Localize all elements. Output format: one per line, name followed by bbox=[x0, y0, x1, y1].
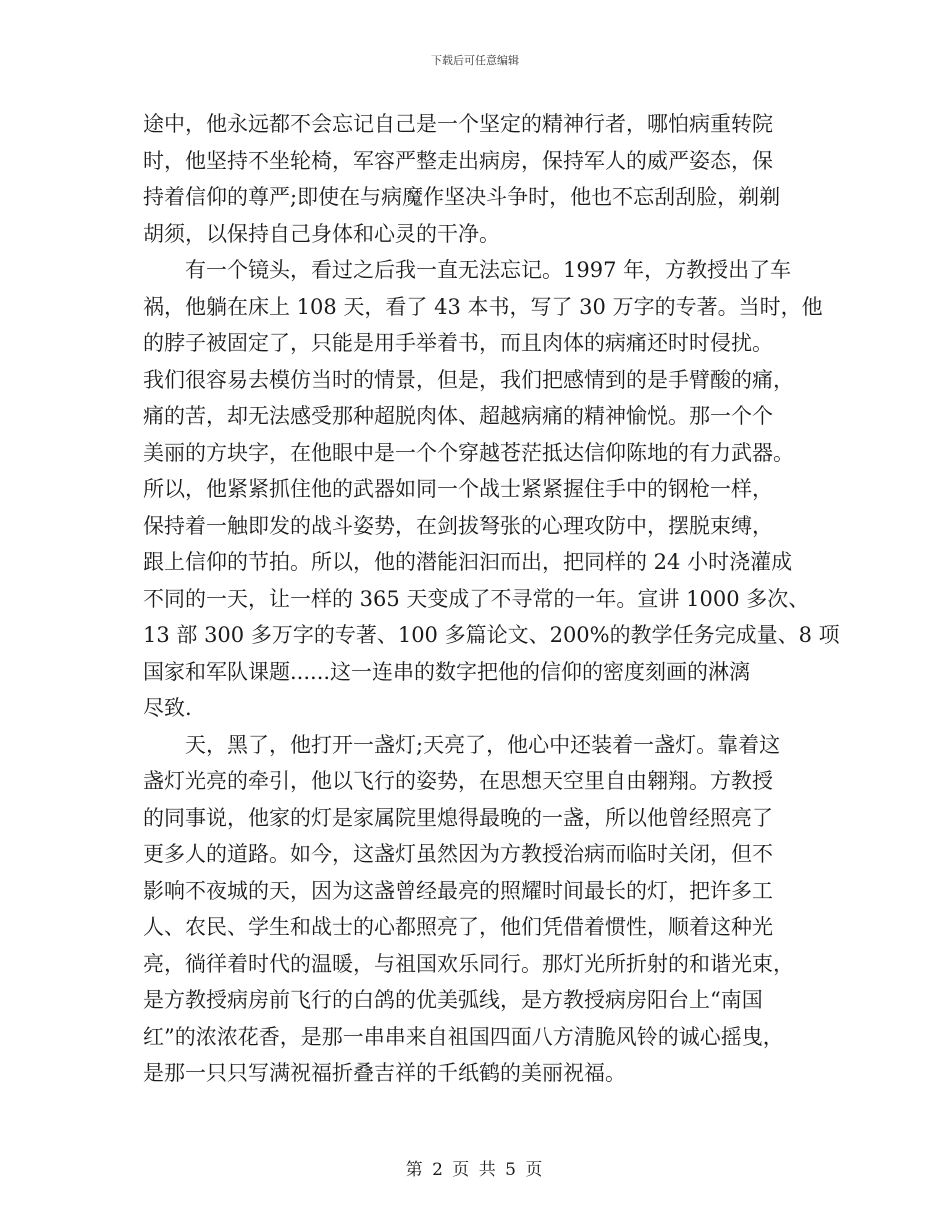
text-line: 胡须，以保持自己身体和心灵的干净。 bbox=[143, 221, 500, 246]
text-line: 祸，他躺在床上 108 天，看了 43 本书，写了 30 万字的专著。当时，他 bbox=[143, 294, 823, 319]
paragraph-2 bbox=[143, 252, 840, 727]
text-line: 更多人的道路。如今，这盏灯虽然因为方教授治病而临时关闭，但不 bbox=[143, 842, 773, 866]
text-line: 保持着一触即发的战斗姿势，在剑拔弩张的心理攻防中，摆脱束缚， bbox=[143, 513, 773, 538]
text-line: 是那一只只写满祝福折叠吉祥的千纸鹤的美丽祝福。 bbox=[143, 1061, 626, 1085]
text-line: 尽致. bbox=[143, 696, 192, 720]
text-line: 所以，他紧紧抓住他的武器如同一个战士紧紧握住手中的钢枪一样， bbox=[143, 477, 773, 501]
page-footer: 第 2 页 共 5 页 bbox=[405, 1160, 545, 1180]
page-header: 下载后可任意编辑 bbox=[431, 54, 519, 67]
text-line: 天，黑了，他打开一盏灯;天亮了，他心中还装着一盏灯。靠着这 bbox=[185, 732, 781, 757]
paragraph-1 bbox=[143, 106, 811, 252]
text-line: 美丽的方块字，在他眼中是一个个穿越苍茫抵达信仰陈地的有力武器。 bbox=[143, 440, 794, 465]
text-line: 是方教授病房前飞行的白鸽的优美弧线，是方教授病房阳台上“南国 bbox=[143, 988, 763, 1012]
text-line: 痛的苦，却无法感受那种超脱肉体、超越病痛的精神愉悦。那一个个 bbox=[143, 404, 773, 428]
text-line: 持着信仰的尊严;即使在与病魔作坚决斗争时，他也不忘刮刮脸，剃剃 bbox=[143, 185, 781, 209]
text-line: 影响不夜城的天，因为这盏曾经最亮的照耀时间最长的灯，把许多工 bbox=[143, 878, 773, 903]
text-line: 的脖子被固定了，只能是用手举着书，而且肉体的病痛还时时侵扰。 bbox=[143, 331, 773, 355]
text-line: 有一个镜头，看过之后我一直无法忘记。1997 年，方教授出了车 bbox=[185, 258, 792, 282]
document-body bbox=[143, 106, 840, 1092]
text-line: 国家和军队课题......这一连串的数字把他的信仰的密度刻画的淋漓 bbox=[143, 659, 751, 684]
text-line: 时，他坚持不坐轮椅，军容严整走出病房，保持军人的威严姿态，保 bbox=[143, 148, 773, 173]
text-line: 途中，他永远都不会忘记自己是一个坚定的精神行者，哪怕病重转院 bbox=[143, 112, 773, 136]
text-line: 跟上信仰的节拍。所以，他的潜能汩汩而出，把同样的 24 小时浇灌成 bbox=[143, 550, 793, 574]
text-line: 亮，徜徉着时代的温暖，与祖国欢乐同行。那灯光所折射的和谐光束， bbox=[143, 951, 794, 976]
text-line: 不同的一天，让一样的 365 天变成了不寻常的一年。宣讲 1000 多次、 bbox=[143, 586, 810, 611]
paragraph-3 bbox=[143, 727, 811, 1092]
text-line: 13 部 300 多万字的专著、100 多篇论文、200%的教学任务完成量、8 项 bbox=[143, 623, 840, 647]
text-line: 的同事说，他家的灯是家属院里熄得最晚的一盏，所以他曾经照亮了 bbox=[143, 805, 773, 830]
text-line: 我们很容易去模仿当时的情景，但是，我们把感情到的是手臂酸的痛， bbox=[143, 367, 794, 392]
text-line: 人、农民、学生和战士的心都照亮了，他们凭借着惯性，顺着这种光 bbox=[143, 915, 773, 939]
text-line: 盏灯光亮的牵引，他以飞行的姿势，在思想天空里自由翱翔。方教授 bbox=[143, 769, 773, 793]
text-line: 红”的浓浓花香，是那一串串来自祖国四面八方清脆风铃的诚心摇曳， bbox=[143, 1024, 784, 1049]
